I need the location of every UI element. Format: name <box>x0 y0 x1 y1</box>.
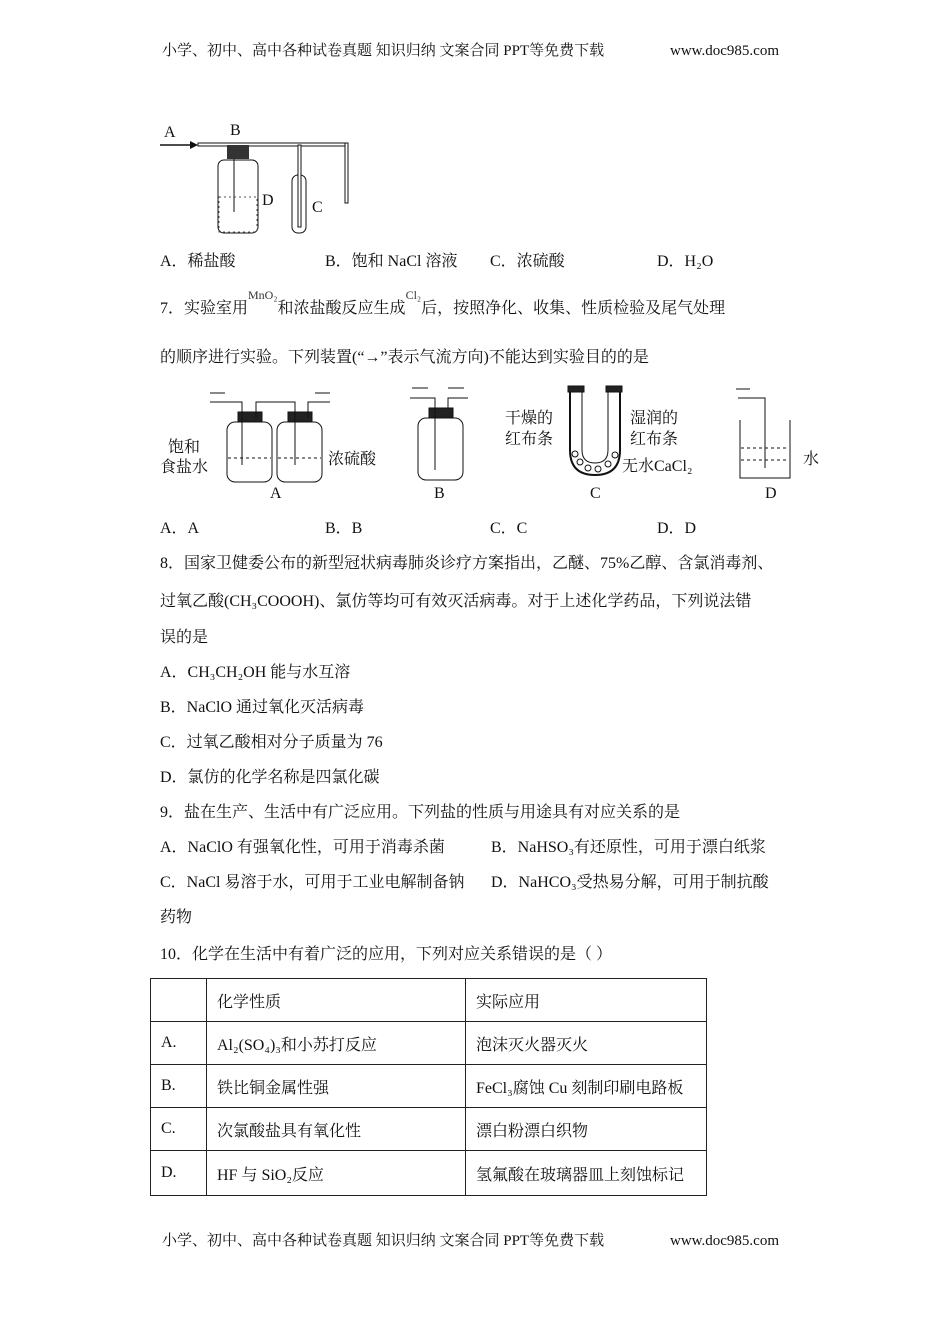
table-cell: 漂白粉漂白织物 <box>466 1108 707 1151</box>
fig-c-dry-label: 干燥的 <box>505 410 554 427</box>
q9-option-b[interactable]: B．NaHSO₃有还原性，可用于漂白纸浆 <box>491 839 766 856</box>
apparatus-d <box>736 389 790 478</box>
fig-c-wet-label: 湿润的 <box>630 410 679 427</box>
table-header-cell: 化学性质 <box>207 979 466 1022</box>
q8-stem-line2: 过氧乙酸(CH₃COOOH)、氯仿等均可有效灭活病毒。对于上述化学药品，下列说法错 <box>160 593 752 610</box>
q6-option-b[interactable]: B．饱和 NaCl 溶液 <box>325 253 458 270</box>
table-cell: HF 与 SiO₂反应 <box>207 1151 466 1196</box>
table-cell: A. <box>151 1022 207 1065</box>
q8-stem-line3: 误的是 <box>160 629 209 646</box>
q7-option-c[interactable]: C．C <box>490 520 528 537</box>
table-cell: 次氯酸盐具有氧化性 <box>207 1108 466 1151</box>
apparatus-a <box>210 393 330 482</box>
q6-option-c[interactable]: C．浓硫酸 <box>490 253 565 270</box>
fig-c-wet-label-2: 红布条 <box>630 431 679 448</box>
table-cell: C. <box>151 1108 207 1151</box>
table-cell: D. <box>151 1151 207 1196</box>
q6-option-a[interactable]: A．稀盐酸 <box>160 253 236 270</box>
table-cell: FeCl₃腐蚀 Cu 刻制印刷电路板 <box>466 1065 707 1108</box>
q7-stem-line2: 的顺序进行实验。下列装置(“→”表示气流方向)不能达到实验目的的是 <box>160 349 649 366</box>
fig-d-water-label: 水 <box>803 451 820 468</box>
q8-option-b[interactable]: B．NaClO 通过氧化灭活病毒 <box>160 699 365 716</box>
table-row <box>151 1108 707 1151</box>
q7-stem-line1 <box>160 288 726 319</box>
q8-option-d[interactable]: D．氯仿的化学名称是四氯化碳 <box>160 769 380 786</box>
table-row <box>151 1065 707 1108</box>
q6-apparatus-figure <box>150 115 350 240</box>
table-row <box>151 1022 707 1065</box>
table-cell: 氢氟酸在玻璃器皿上刻蚀标记 <box>466 1151 707 1196</box>
q9-option-d-continuation: 药物 <box>160 909 193 926</box>
label-d: D <box>262 192 274 209</box>
q8-stem-line1: 8．国家卫健委公布的新型冠状病毒肺炎诊疗方案指出，乙醚、75%乙醇、含氯消毒剂、 <box>160 555 774 572</box>
fig-a-left-label: 饱和 <box>168 439 201 456</box>
q9-option-d[interactable]: D．NaHCO₃受热易分解，可用于制抗酸 <box>491 874 769 891</box>
apparatus-b <box>410 388 468 480</box>
header-text: 小学、初中、高中各种试卷真题 知识归纳 文案合同 PPT等免费下载 <box>162 43 605 59</box>
footer-text: 小学、初中、高中各种试卷真题 知识归纳 文案合同 PPT等免费下载 <box>162 1233 605 1249</box>
table-cell: Al₂(SO₄)₃和小苏打反应 <box>207 1022 466 1065</box>
q7-text: 7．实验室用 <box>160 300 249 317</box>
q10-table <box>150 978 707 1196</box>
fig-caption-a: A <box>270 485 282 502</box>
header-url[interactable]: www.doc985.com <box>670 43 780 59</box>
q7-apparatus-figures <box>150 380 830 505</box>
q7-option-d[interactable]: D．D <box>657 520 697 537</box>
fig-caption-c: C <box>590 485 601 502</box>
table-cell: 铁比铜金属性强 <box>207 1065 466 1108</box>
table-header-row <box>151 979 707 1022</box>
table-cell: 泡沫灭火器灭火 <box>466 1022 707 1065</box>
table-cell: B. <box>151 1065 207 1108</box>
q9-stem: 9．盐在生产、生活中有广泛应用。下列盐的性质与用途具有对应关系的是 <box>160 804 681 821</box>
label-c: C <box>312 199 323 216</box>
q9-option-a[interactable]: A．NaClO 有强氧化性，可用于消毒杀菌 <box>160 839 445 856</box>
q7-text: 和浓盐酸反应生成 <box>277 300 406 317</box>
apparatus-c <box>568 386 622 475</box>
cl2-formula: Cl₂ <box>405 288 422 302</box>
mno2-formula: MnO₂ <box>248 288 278 302</box>
q7-option-b[interactable]: B．B <box>325 520 363 537</box>
q6-option-d[interactable]: D．H₂O <box>657 253 714 270</box>
q7-text: 后，按照净化、收集、性质检验及尾气处理 <box>421 300 726 317</box>
fig-caption-d: D <box>765 485 777 502</box>
q9-option-c[interactable]: C．NaCl 易溶于水，可用于工业电解制备钠 <box>160 874 465 891</box>
q10-stem: 10．化学在生活中有着广泛的应用，下列对应关系错误的是（ ） <box>160 946 613 963</box>
label-a: A <box>164 124 176 141</box>
fig-a-right-label: 浓硫酸 <box>328 451 377 468</box>
label-b: B <box>230 122 241 139</box>
q8-option-a[interactable]: A．CH₃CH₂OH 能与水互溶 <box>160 664 351 681</box>
table-row <box>151 1151 707 1196</box>
fig-c-cacl2-label: 无水CaCl₂ <box>622 458 693 475</box>
q7-option-a[interactable]: A．A <box>160 520 200 537</box>
q8-option-c[interactable]: C．过氧乙酸相对分子质量为 76 <box>160 734 383 751</box>
footer-url[interactable]: www.doc985.com <box>670 1233 780 1249</box>
table-header-cell: 实际应用 <box>466 979 707 1022</box>
fig-c-dry-label-2: 红布条 <box>505 431 554 448</box>
fig-caption-b: B <box>434 485 445 502</box>
table-header-cell <box>151 979 207 1022</box>
fig-a-left-label-2: 食盐水 <box>160 459 209 476</box>
